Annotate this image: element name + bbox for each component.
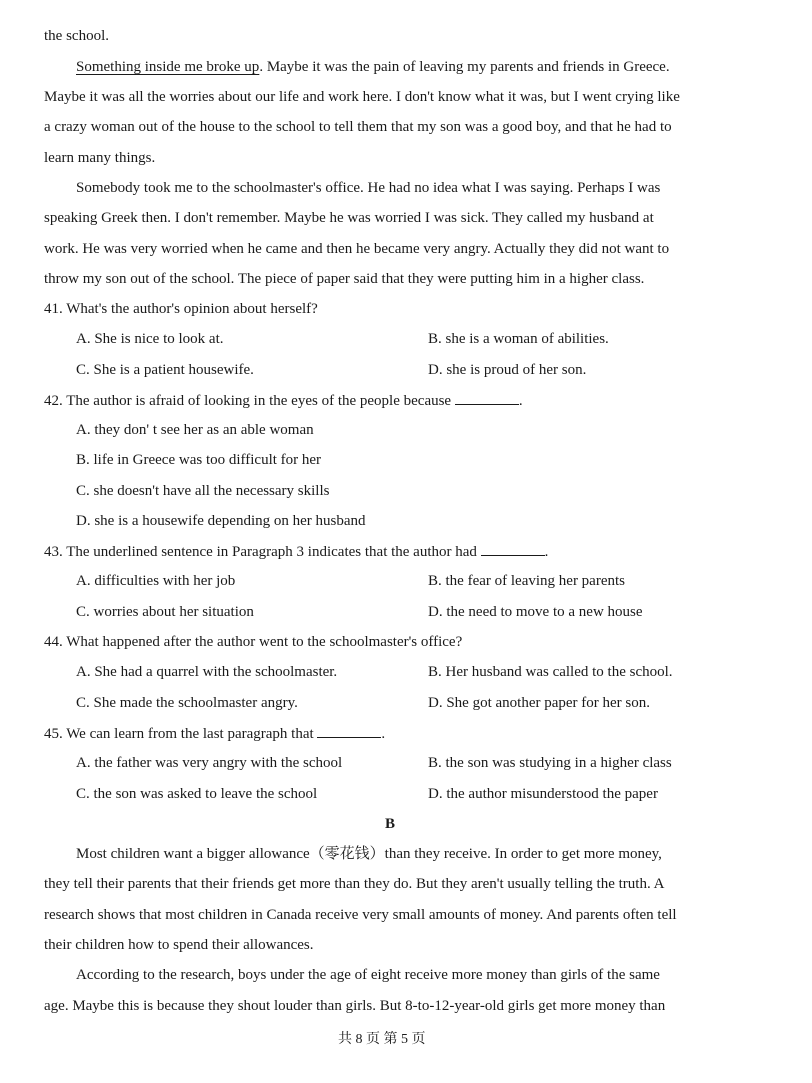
page-footer: 共 8 页 第 5 页 <box>338 1032 426 1047</box>
question-45-option-d: D. the author misunderstood the paper <box>428 786 658 802</box>
question-45-stem-line <box>44 723 385 744</box>
question-43-stem: 43. The underlined sentence in Paragraph 3 indicates that the author had <box>44 544 477 560</box>
question-45-option-a: A. the father was very angry with the school <box>76 755 343 771</box>
answer-blank <box>317 723 381 738</box>
question-43-stem-line <box>44 541 548 562</box>
question-45-stem: 45. We can learn from the last paragraph that <box>44 726 314 742</box>
question-41-option-c: C. She is a patient housewife. <box>76 362 254 378</box>
question-43-option-c: C. worries about her situation <box>76 604 254 620</box>
passage-line: Maybe it was all the worries about our life and work here. I don't know what it was, but I went crying like <box>44 89 680 105</box>
question-41-option-b: B. she is a woman of abilities. <box>428 331 609 347</box>
answer-blank <box>455 390 519 405</box>
passage-line: speaking Greek then. I don't remember. Maybe he was worried I was sick. They called my husband at <box>44 210 654 226</box>
passage-line: According to the research, boys under the age of eight receive more money than girls of the same <box>76 967 660 983</box>
section-heading: B <box>385 816 396 832</box>
passage-line: they tell their parents that their friends get more than they do. But they aren't usually telling the truth. A <box>44 876 665 892</box>
passage-line <box>76 57 670 77</box>
question-42-option-d: D. she is a housewife depending on her husband <box>76 513 366 529</box>
passage-line: learn many things. <box>44 150 156 166</box>
passage-line: research shows that most children in Canada receive very small amounts of money. And parents often tell <box>44 907 677 923</box>
question-42-stem-line <box>44 390 523 411</box>
answer-blank <box>481 541 545 556</box>
question-43-tail: . <box>544 544 549 560</box>
question-42-option-a: A. they don' t see her as an able woman <box>76 422 314 438</box>
question-44-option-a: A. She had a quarrel with the schoolmaster. <box>76 664 338 680</box>
question-41-stem: 41. What's the author's opinion about herself? <box>44 301 318 317</box>
question-44-option-d: D. She got another paper for her son. <box>428 695 651 711</box>
question-41-option-a: A. She is nice to look at. <box>76 331 224 347</box>
question-42-stem: 42. The author is afraid of looking in the eyes of the people because <box>44 393 452 409</box>
passage-line: their children how to spend their allowances. <box>44 937 314 953</box>
passage-line: Most children want a bigger allowance（零花钱）than they receive. In order to get more money, <box>76 846 662 862</box>
question-45-tail: . <box>381 726 386 742</box>
passage-line: the school. <box>44 28 109 44</box>
question-44-option-c: C. She made the schoolmaster angry. <box>76 695 298 711</box>
underlined-sentence: Something inside me broke up <box>76 59 260 75</box>
question-42-tail: . <box>518 393 523 409</box>
question-45-option-c: C. the son was asked to leave the school <box>76 786 318 802</box>
question-42-option-c: C. she doesn't have all the necessary skills <box>76 483 330 499</box>
passage-line: throw my son out of the school. The piece of paper said that they were putting him in a higher class. <box>44 271 645 287</box>
question-44-option-b: B. Her husband was called to the school. <box>428 664 673 680</box>
question-41-option-d: D. she is proud of her son. <box>428 362 587 378</box>
passage-line: Somebody took me to the schoolmaster's office. He had no idea what I was saying. Perhaps I was <box>76 180 661 196</box>
question-42-option-b: B. life in Greece was too difficult for her <box>76 452 322 468</box>
question-45-option-b: B. the son was studying in a higher class <box>428 755 672 771</box>
question-43-option-a: A. difficulties with her job <box>76 573 236 589</box>
passage-line: age. Maybe this is because they shout louder than girls. But 8-to-12-year-old girls get more money than <box>44 998 666 1014</box>
passage-text: . Maybe it was the pain of leaving my parents and friends in Greece. <box>259 59 670 75</box>
question-43-option-d: D. the need to move to a new house <box>428 604 643 620</box>
passage-line: a crazy woman out of the house to the school to tell them that my son was a good boy, and that he had to <box>44 119 672 135</box>
question-43-option-b: B. the fear of leaving her parents <box>428 573 625 589</box>
passage-line: work. He was very worried when he came and then he became very angry. Actually they did not want to <box>44 241 670 257</box>
question-44-stem: 44. What happened after the author went to the schoolmaster's office? <box>44 634 463 650</box>
